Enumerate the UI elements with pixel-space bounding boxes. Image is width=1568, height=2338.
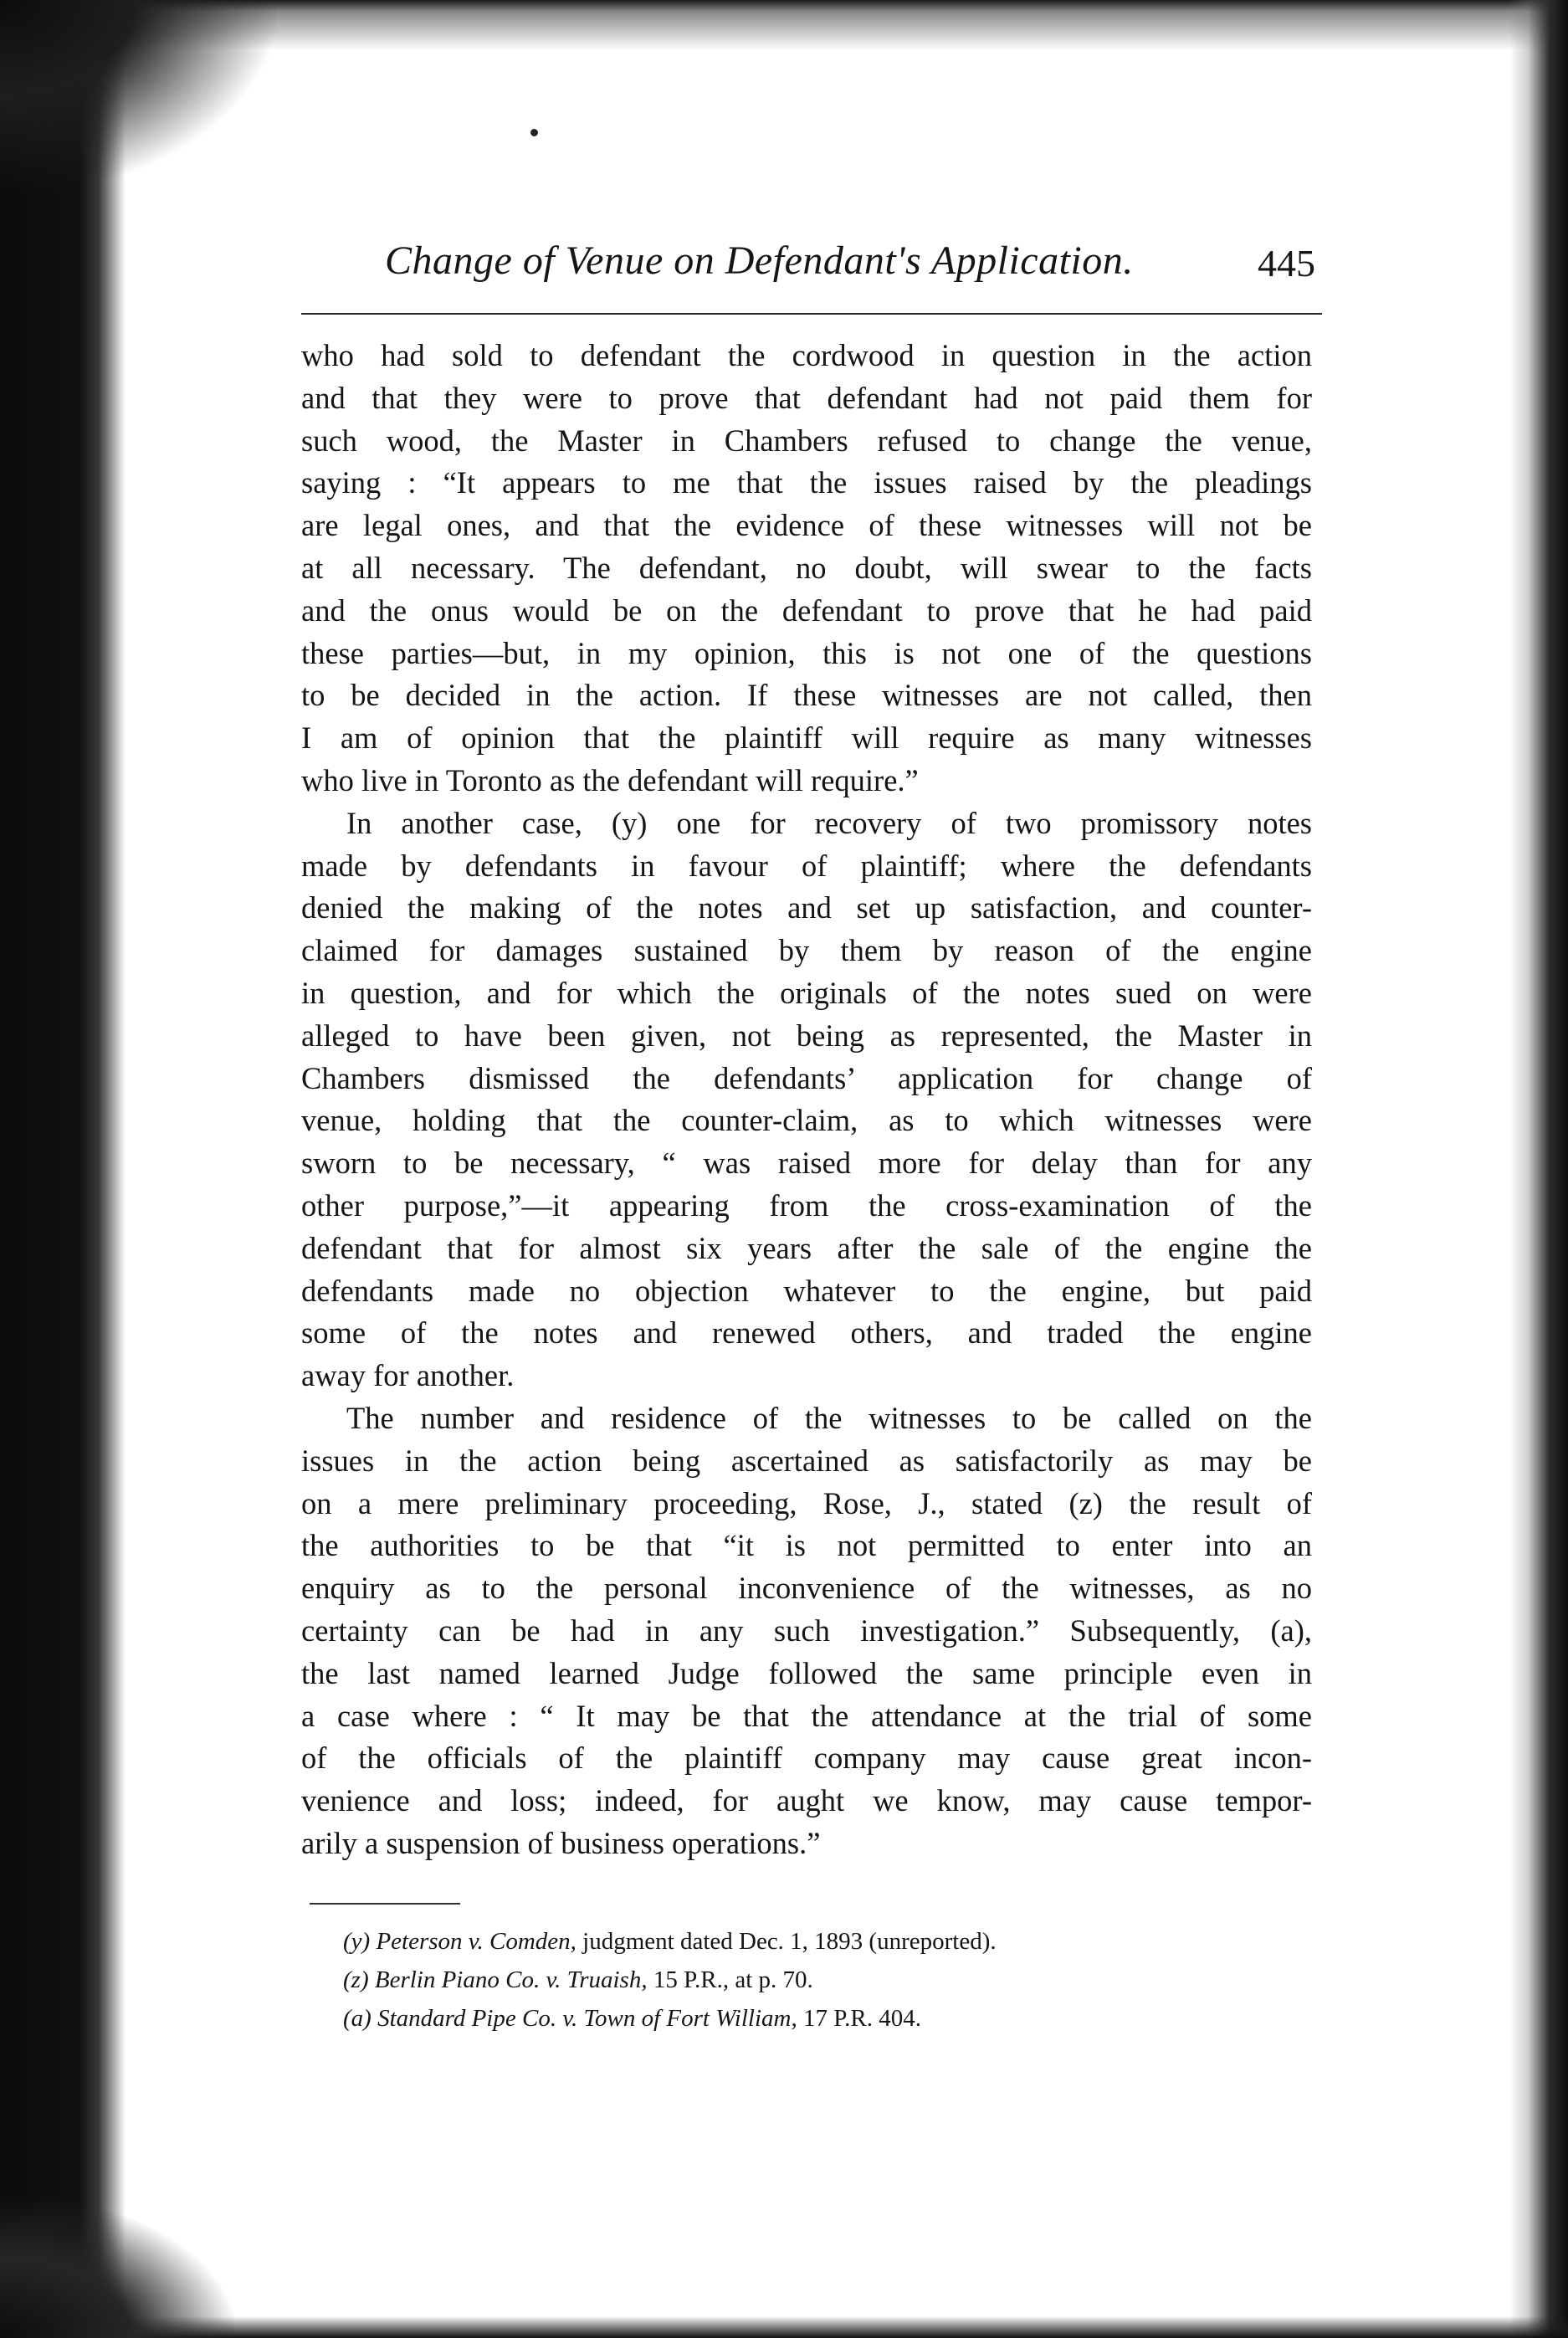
scan-edge-right — [1509, 0, 1568, 2338]
text-line: and the onus would be on the defendant to prove that he had paid — [301, 592, 1312, 628]
text-line: such wood, the Master in Chambers refused to change the venue, — [301, 423, 1312, 458]
text-line: the authorities to be that “it is not permitted to enter into an — [301, 1528, 1312, 1563]
text-line: I am of opinion that the plaintiff will require as many witnesses — [301, 720, 1312, 756]
text-line: issues in the action being ascertained as satisfactorily as may be — [301, 1443, 1312, 1478]
text-line: some of the notes and renewed others, and traded the engine — [301, 1315, 1312, 1351]
text-line: alleged to have been given, not being as represented, the Master in — [301, 1018, 1312, 1053]
text-line: other purpose,”—it appearing from the cross-examination of the — [301, 1187, 1312, 1223]
scan-edge-left — [0, 0, 126, 2338]
footnote-citation: 15 P.R., at p. 70. — [653, 1966, 813, 1993]
footnote-divider — [310, 1903, 460, 1905]
footnote-case-name: Berlin Piano Co. v. Truaish, — [374, 1966, 648, 1993]
running-title: Change of Venue on Defendant's Application. — [385, 238, 1134, 283]
footnote-citation: judgment dated Dec. 1, 1893 (unreported). — [582, 1928, 997, 1955]
text-line: and that they were to prove that defendant had not paid them for — [301, 380, 1312, 415]
text-line: a case where : “ It may be that the attendance at the trial of some — [301, 1698, 1312, 1733]
text-line: to be decided in the action. If these witnesses are not called, then — [301, 678, 1312, 713]
text-line: defendant that for almost six years after the sale of the engine the — [301, 1230, 1312, 1265]
footnote-case-name: Standard Pipe Co. v. Town of Fort William, — [377, 2005, 797, 2032]
text-line: venue, holding that the counter-claim, as to which witnesses were — [301, 1103, 1312, 1138]
footnote-case-name: Peterson v. Comden, — [376, 1928, 576, 1955]
scan-corner-top-left — [0, 0, 276, 192]
page-number: 445 — [1258, 242, 1315, 285]
footnote-citation: 17 P.R. 404. — [802, 2005, 921, 2032]
text-line: away for another. — [301, 1358, 515, 1393]
scan-speck — [530, 129, 538, 136]
footnote — [343, 1999, 1322, 2038]
text-line: of the officials of the plaintiff company may cause great incon- — [301, 1741, 1312, 1776]
footnote-mark: (a) — [343, 2005, 372, 2032]
text-line: on a mere preliminary proceeding, Rose, J., stated (z) the result of — [301, 1485, 1312, 1520]
scan-edge-bottom — [0, 2316, 1568, 2338]
text-line: claimed for damages sustained by them by reason of the engine — [301, 933, 1312, 968]
paragraph-start: In another case, (y) one for recovery of two promissory notes — [346, 805, 1312, 840]
text-line: venience and loss; indeed, for aught we know, may cause tempor- — [301, 1783, 1312, 1818]
text-line: at all necessary. The defendant, no doubt, will swear to the facts — [301, 550, 1312, 585]
text-line: these parties—but, in my opinion, this is not one of the questions — [301, 635, 1312, 670]
text-line: enquiry as to the personal inconvenience of the witnesses, as no — [301, 1571, 1312, 1606]
text-line: certainty can be had in any such investigation.” Subsequently, (a), — [301, 1613, 1312, 1648]
text-line: Chambers dismissed the defendants’ application for change of — [301, 1060, 1312, 1095]
footnote-mark: (y) — [343, 1928, 371, 1955]
text-line: saying : “It appears to me that the issues raised by the pleadings — [301, 465, 1312, 500]
text-line: in question, and for which the originals of the notes sued on were — [301, 975, 1312, 1010]
paragraph-start: The number and residence of the witnesses to be called on the — [346, 1400, 1312, 1435]
text-line: made by defendants in favour of plaintiff; where the defendants — [301, 848, 1312, 883]
text-line: arily a suspension of business operations.” — [301, 1825, 821, 1860]
footnote — [343, 1922, 1322, 1961]
footnote — [343, 1961, 1322, 1999]
text-line: are legal ones, and that the evidence of these witnesses will not be — [301, 508, 1312, 543]
text-line: the last named learned Judge followed the same principle even in — [301, 1655, 1312, 1690]
text-line: who had sold to defendant the cordwood in question in the action — [301, 338, 1312, 372]
scan-corner-bottom-left — [0, 2196, 234, 2338]
text-line: sworn to be necessary, “ was raised more for delay than for any — [301, 1146, 1312, 1181]
page-header — [301, 236, 1322, 315]
text-line: who live in Toronto as the defendant will require.” — [301, 762, 919, 797]
text-line: denied the making of the notes and set up satisfaction, and counter- — [301, 890, 1312, 925]
footnotes — [343, 1922, 1322, 2038]
text-line: defendants made no objection whatever to the engine, but paid — [301, 1273, 1312, 1308]
body-text — [301, 335, 1312, 1865]
footnote-mark: (z) — [343, 1966, 369, 1993]
